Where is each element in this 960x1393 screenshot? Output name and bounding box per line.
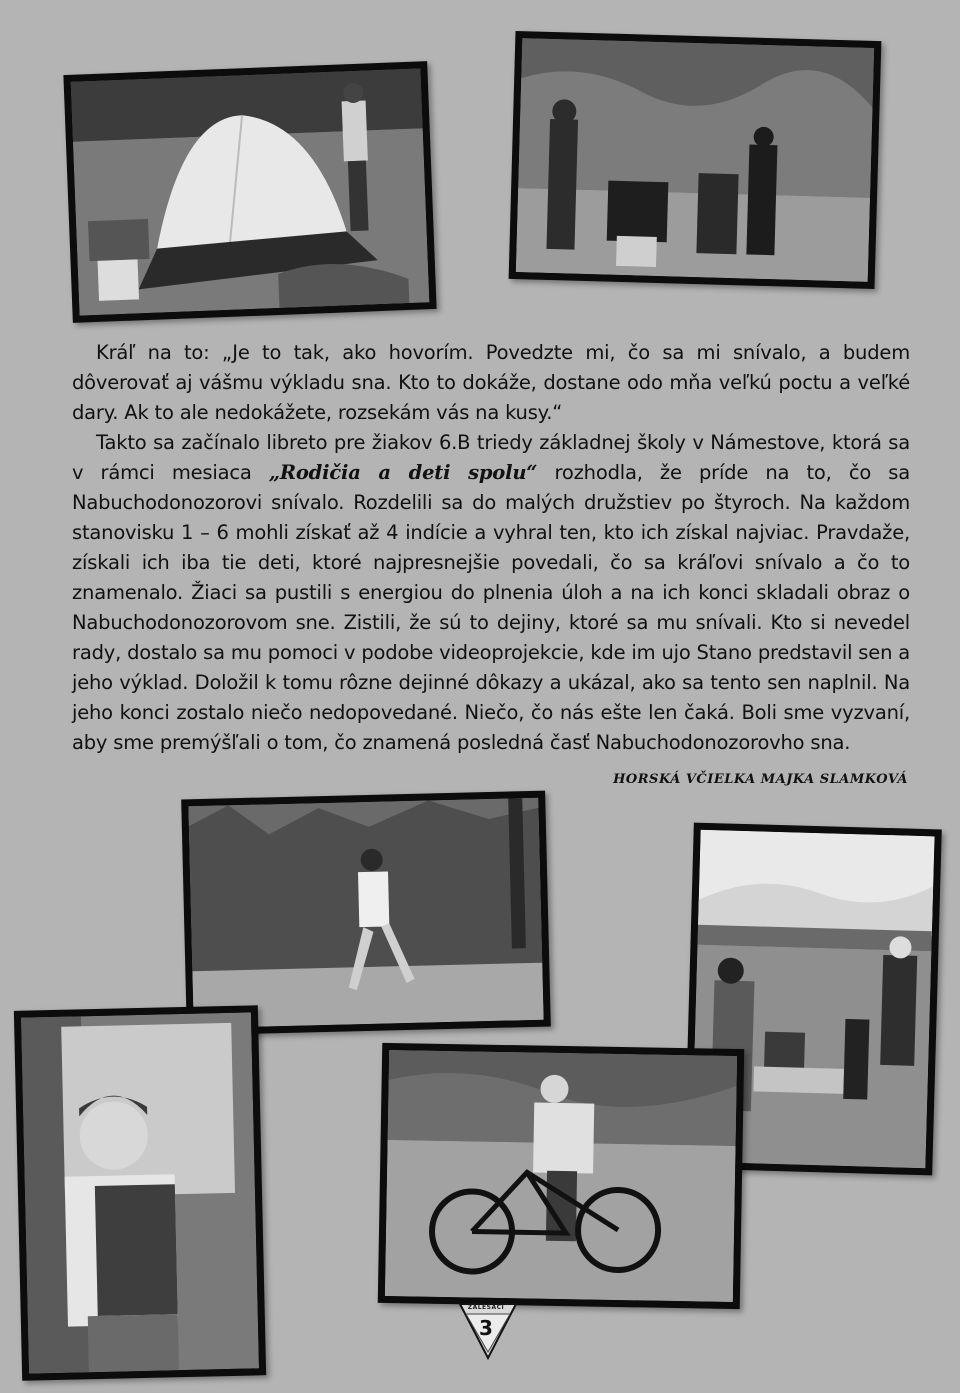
photo-group-image [516,38,874,282]
paragraph-intro-text: Takto sa začínalo libreto pre žiakov 6.B triedy základnej školy v Námestove, ktorá sa v rámci mesiaca [72,431,910,484]
event-name: „Rodičia a deti spolu“ [268,461,538,484]
photo-boy-bicycle [378,1043,744,1309]
paragraph-event-description [72,428,910,758]
photo-bicycle-image [385,1050,737,1302]
paragraph-body-text: rozhodla, že príde na to, čo sa Nabuchodonozorovi snívalo. Rozdelili sa do malých družstiev po štyroch. Na každom stanovisku 1 – 6 mohli získať až 4 indície a vyhral ten, kto ich získal najviac. Pravdaže, získali ich iba tie deti, ktoré najpresnejšie povedali, čo sa kráľovi snívalo a čo to znamenalo. Žiaci sa pustili s energiou do plnenia úloh a na ich konci skladali obraz o Nabuchodonozorovom sne. Zistili, že sú to dejiny, ktoré sa mu snívali. Kto si nevedel rady, dostalo sa mu pomoci v podobe videoprojekcie, kde im ujo Stano predstavil sen a jeho výklad. Doložil k tomu rôzne dejinné dôkazy a ukázal, ako sa tento sen naplnil. Na jeho konci zostalo niečo nedopovedané. Niečo, čo nás ešte len čaká. Boli sme vyzvaní, aby sme premýšľali o tom, čo znamená posledná časť Nabuchodonozorovho sna. [72,461,910,754]
photo-group-on-field [509,31,882,289]
page-number-badge [458,1300,526,1362]
photo-running-image [188,798,543,1028]
photo-tent-pitching [63,61,436,323]
author-signature: HORSKÁ VČIELKA MAJKA SLAMKOVÁ [613,772,908,787]
article-body [72,338,910,758]
paragraph-king-quote: Kráľ na to: „Je to tak, ako hovorím. Povedzte mi, čo sa mi snívalo, a budem dôverovať aj vášmu výkladu sna. Kto to dokáže, dostane odo mňa veľkú poctu a veľké dary. Ak to ale nedokážete, rozsekám vás na kusy.“ [72,341,910,424]
badge-label: ZÁLESÁCI [467,1304,505,1311]
page-number: 3 [479,1316,493,1340]
photo-boy-closeup [14,1005,266,1380]
photo-girl-running [181,791,551,1036]
photo-boy-image [21,1012,259,1373]
photo-tent-image [71,68,430,315]
